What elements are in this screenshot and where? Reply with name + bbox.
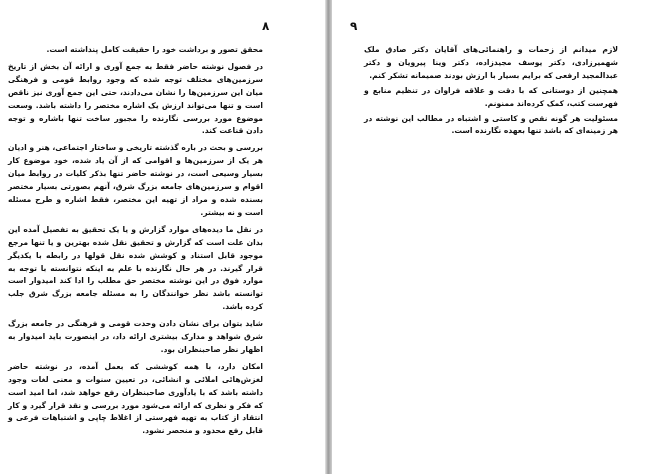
left-paragraph-2: در فصول نوشته حاضر فقط به جمع آوری و ارائه آن بخش از تاریخ سرزمین‌های مختلف توجه شده که وجود روابط قومی و فرهنگی میان این سرزمین‌ها را نشان می‌دادند، حتی این جمع آوری نیز ناقص است و تنها می‌تواند ارزش یک اشاره مختصر را داشته باشد. وسعت موضوع مورد بررسی نگارنده را مجبور ساخت تنها باشاره و توجه دادن قناعت کند. bbox=[8, 61, 263, 136]
right-paragraph-2: همچنین از دوستانی که با دقت و علاقه فراوان در تنظیم منابع و فهرست کتب، کمک کرده‌اند ممنونم. bbox=[364, 85, 618, 108]
page-number-left: ۸ bbox=[262, 19, 270, 33]
right-paragraph-1: لازم میدانم از زحمات و راهنمائی‌های آقایان دکتر صادق ملک شهمیرزادی، دکتر یوسف مجیدزاده، دکتر وینا پیرویان و دکتر عبدالمجید ارفعی که برایم بسیار با ارزش بودند صمیمانه تشکر کنم. bbox=[364, 45, 618, 80]
book-gutter bbox=[325, 0, 332, 474]
left-page bbox=[0, 0, 325, 474]
page-number-right: ۹ bbox=[350, 19, 358, 33]
left-paragraph-5: شاید بتوان برای نشان دادن وحدت قومی و فرهنگی در جامعه بزرگ شرق شواهد و مدارک بیشتری ارائه داد، در اینصورت باید امیدوار به اظهار نظر صاحبنظران بود. bbox=[8, 319, 263, 354]
left-paragraph-1: محقق تصور و برداشت خود را حقیقت کامل پنداشته است. bbox=[46, 45, 263, 54]
right-page bbox=[332, 0, 654, 474]
right-paragraph-3: مسئولیت هر گونه نقص و کاستی و اشتباه در مطالب این نوشته در هر زمینه‌ای که باشد تنها بعهده نگارنده است. bbox=[364, 113, 618, 136]
left-paragraph-3: بررسی و بحث در باره گذشته تاریخی و ساختار اجتماعی، هنر و ادیان هر یک از سرزمین‌ها و اقوامی که از آن یاد شده، خود موضوع کار بسیار وسیعی است، در نوشته حاضر تنها بذکر کلیات در روابط میان اقوام و سرزمین‌های جامعه بزرگ شرق، آنهم بصورتی بسیار مختصر بسنده شده و مراد از تهیه این مختصر، فقط اشاره و طرح مسئله است و نه بیشتر. bbox=[8, 143, 263, 217]
left-paragraph-4: در نقل ما دیده‌های موارد گزارش و یا یک تحقیق به تفصیل آمده این بدان علت است که گزارش و تحقیق نقل شده بهترین و یا تنها مرجع موجود قابل استناد و کوشش شده نقل قولها در رابطه با یکدیگر قرار گیرند. در هر حال نگارنده با علم به اینکه نتوانسته با توجه به موارد فوق در این نوشته مختصر حق مطلب را ادا کند امیدوار است توانسته باشد نظر خوانندگان را به مسئله جامعه بزرگ شرق جلب کرده باشد. bbox=[8, 224, 263, 312]
left-paragraph-6: امکان دارد، با همه کوششی که بعمل آمده، در نوشته حاضر لغزش‌هائی املائی و انشائی، در تعیین سنوات و معنی لغات وجود داشته باشد که با یادآوری صاحبنظران رفع خواهد شد، اما امید است که فکر و نظری که ارائه می‌شود مورد بررسی و نقد قرار گیرد و کار انتقاد از کتاب به تهیه فهرستی از اغلاط چاپی و اشتباهات فرعی و قابل رفع محدود و منحصر نشود. bbox=[8, 361, 263, 436]
right-page-body bbox=[364, 44, 618, 140]
left-page-body bbox=[8, 44, 263, 442]
